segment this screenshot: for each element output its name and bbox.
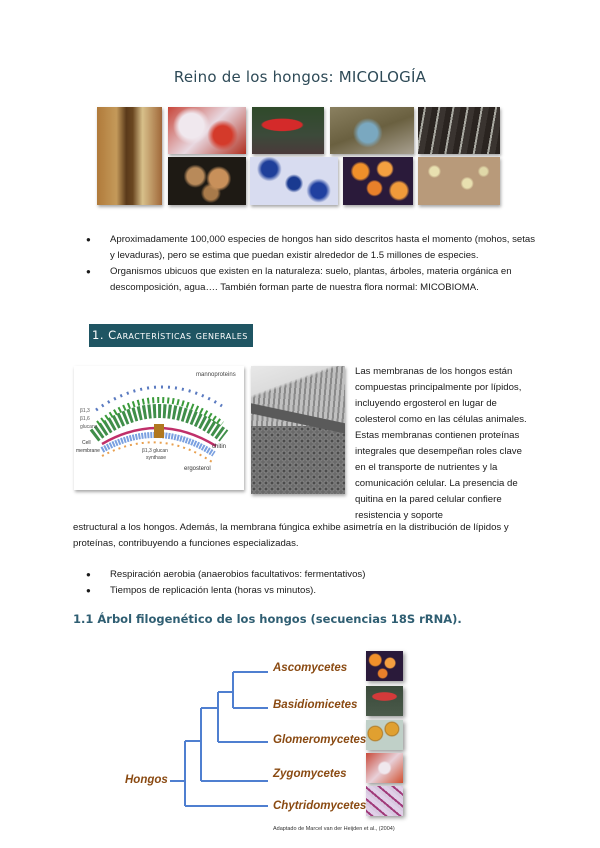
svg-text:β1,3 glucan: β1,3 glucan (142, 448, 168, 454)
membrane-paragraph-continuation: estructural a los hongos. Además, la membrana fúngica exhibe asimetría en la distribución de lípidos y proteínas, contribuyendo a funciones especializadas. (73, 522, 509, 549)
tree-citation: Adaptado de Marcel van der Heijden et al., (2004) (273, 826, 395, 832)
svg-text:Cell: Cell (82, 440, 91, 446)
svg-text:β1,3: β1,3 (80, 408, 90, 414)
section-heading-caracteristicas: 1. Características generales (89, 324, 253, 347)
subheading-arbol-filogenetico: 1.1 Árbol filogenético de los hongos (secuencias 18S rRNA). (73, 612, 462, 626)
tree-leaf-glomeromycetes: Glomeromycetes (273, 734, 367, 746)
svg-text:glucans: glucans (80, 424, 98, 430)
tree-root-label: Hongos (125, 774, 168, 786)
thumb-chytridomycetes (366, 786, 403, 816)
thumb-zygomycetes (366, 753, 403, 783)
tree-leaf-zygomycetes: Zygomycetes (273, 768, 347, 780)
tree-leaf-basidiomicetes: Basidiomicetes (273, 699, 358, 711)
svg-text:ergosterol: ergosterol (184, 466, 211, 472)
svg-text:chitin: chitin (212, 444, 227, 450)
svg-text:β1,6: β1,6 (80, 416, 90, 422)
thumb-ascomycetes (366, 651, 403, 681)
svg-text:membrane: membrane (76, 448, 100, 454)
tree-leaf-ascomycetes: Ascomycetes (273, 662, 348, 674)
thumb-basidiomicetes (366, 686, 403, 716)
svg-text:synthase: synthase (146, 455, 167, 461)
intro-bullet: ● Organismos ubicuos que existen en la naturaleza: suelo, plantas, árboles, materia orgánica en descomposición, agua…. También forman parte de nuestra flora normal: MICOBIOMA. (86, 264, 536, 296)
section1-bullet: ● Tiempos de replicación lenta (horas vs minutos). (86, 583, 536, 599)
intro-bullet: ● Aproximadamente 100,000 especies de hongos han sido descritos hasta el momento (mohos, setas y levaduras), pero se estima que puedan existir alrededor de 1.5 millones de especies. (86, 232, 536, 264)
tree-leaf-chytridomycetes: Chytridomycetes (273, 800, 367, 812)
label-mannoproteins: mannoproteins (196, 372, 236, 378)
membrane-paragraph-wrapped: Las membranas de los hongos están compuestas principalmente por lípidos, incluyendo ergosterol en lugar de colesterol como en las células animales. Estas membranas contienen proteínas integrales que desempeñan roles clave en el transporte de nutrientes y la comunicación celular. La presencia de quitina en la pared celular confiere resistencia y soporte (355, 366, 527, 521)
section1-bullet: ● Respiración aerobia (anaerobios facultativos: fermentativos) (86, 567, 536, 583)
thumb-glomeromycetes (366, 720, 403, 750)
page-title: Reino de los hongos: MICOLOGÍA (173, 68, 427, 86)
